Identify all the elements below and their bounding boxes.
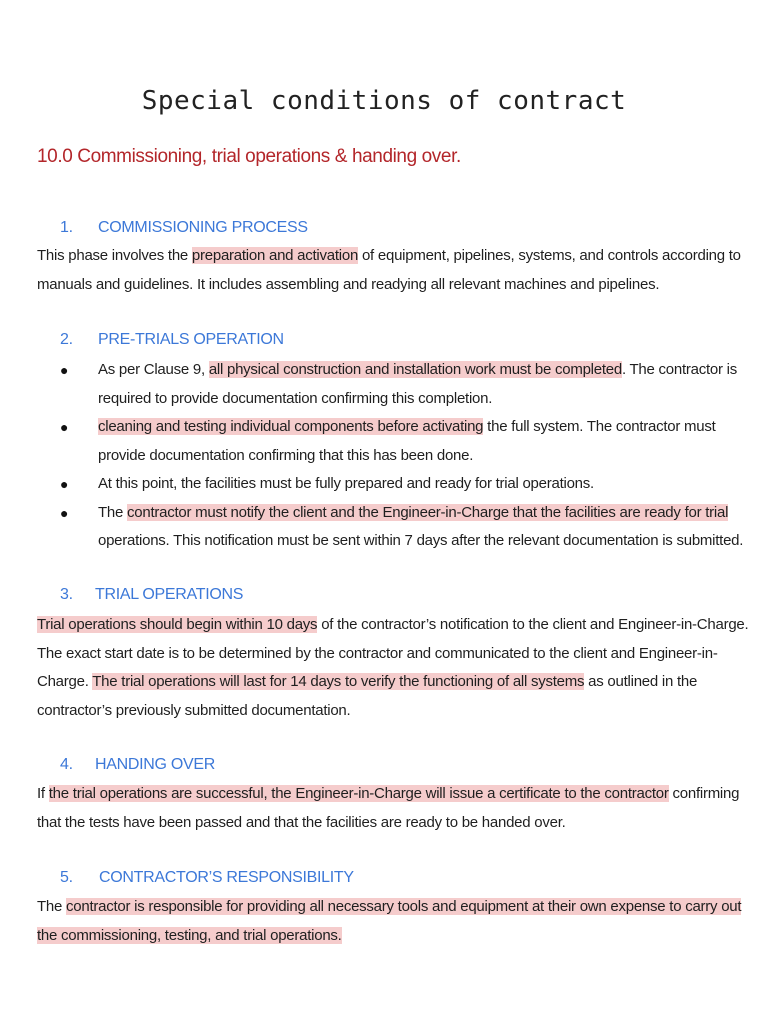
item-heading-label: COMMISSIONING PROCESS (98, 219, 308, 236)
list-item (37, 356, 757, 413)
heading-commissioning-process (60, 219, 308, 237)
pre-trials-bullet-list (37, 356, 757, 556)
text-span: confirming that the tests have been passed and that the facilities are ready to be handed over. (37, 785, 740, 831)
paragraph-commissioning-process (37, 242, 757, 299)
item-number: 2. (60, 331, 73, 348)
highlighted-text: contractor is responsible for providing all necessary tools and equipment at their own expense to carry out the commissioning, testing, and trial operations. (37, 898, 742, 944)
bullet-dot-icon: ● (60, 362, 69, 378)
highlighted-text: contractor must notify the client and the Engineer-in-Charge that the facilities are ready for trial (127, 503, 729, 521)
text-span: The (98, 503, 128, 521)
item-number: 4. (60, 756, 73, 773)
highlighted-text: The trial operations will last for 14 days to verify the functioning of all systems (92, 673, 585, 690)
text-span: of the contractor’s notification to the client and Engineer-in-Charge. The exact start date is to be determined by the contractor and communicated to the client and Engineer-in-Charge. (37, 616, 749, 690)
bullet-dot-icon: ● (60, 504, 69, 521)
heading-contractors-responsibility (60, 869, 354, 887)
text-span: operations. This notification must be sent within 7 days after the relevant documentation is submitted. (98, 532, 744, 549)
highlighted-text: preparation and activation (191, 247, 359, 264)
item-heading-label: HANDING OVER (95, 756, 215, 773)
highlighted-text: Trial operations should begin within 10 days (37, 616, 318, 633)
text-span: the full system. The contractor must provide documentation confirming that this has been done. (98, 418, 716, 464)
item-number: 1. (60, 219, 73, 236)
list-item (37, 470, 757, 499)
item-number: 5. (60, 869, 73, 886)
list-item (37, 499, 757, 556)
text-span: If (37, 785, 49, 802)
paragraph-contractors-responsibility (37, 893, 757, 950)
list-item (37, 413, 757, 470)
text-span: At this point, the facilities must be fully prepared and ready for trial operations. (98, 475, 594, 492)
bullet-dot-icon: ● (60, 419, 69, 435)
highlighted-text: cleaning and testing individual components before activating (98, 418, 484, 435)
paragraph-trial-operations (37, 611, 757, 725)
item-heading-label: TRIAL OPERATIONS (95, 586, 244, 603)
text-span: as outlined in the contractor’s previously submitted documentation. (37, 673, 698, 719)
paragraph-handing-over (37, 780, 757, 837)
heading-trial-operations (60, 586, 243, 604)
highlighted-text: the trial operations are successful, the Engineer-in-Charge will issue a certificate to the contractor (48, 785, 669, 802)
text-span: This phase involves the (37, 247, 192, 264)
heading-handing-over (60, 756, 215, 774)
text-span: of equipment, pipelines, systems, and controls according to manuals and guidelines. It includes assembling and readying all relevant machines and pipelines. (37, 247, 741, 293)
item-heading-label: CONTRACTOR’S RESPONSIBILITY (99, 869, 354, 886)
text-span: As per Clause 9, (98, 361, 209, 378)
bullet-dot-icon: ● (60, 476, 69, 492)
item-number: 3. (60, 586, 73, 603)
item-heading-label: PRE-TRIALS OPERATION (98, 331, 284, 348)
text-span: The (37, 898, 67, 915)
highlighted-text: all physical construction and installation work must be completed (208, 361, 622, 378)
section-heading: 10.0 Commissioning, trial operations & handing over. (37, 146, 461, 167)
heading-pre-trials-operation (60, 331, 284, 349)
text-span: . The contractor is required to provide documentation confirming this completion. (98, 361, 737, 407)
document-title: Special conditions of contract (141, 86, 627, 116)
